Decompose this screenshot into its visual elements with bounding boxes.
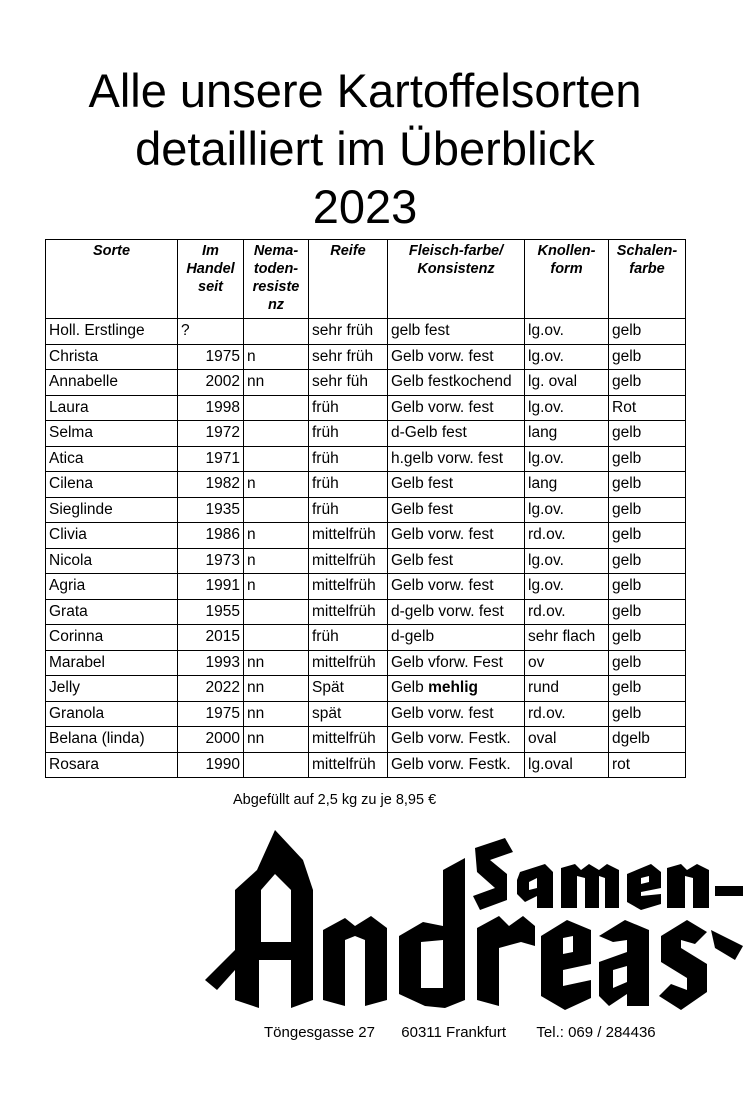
cell-reife-text: mittelfrüh <box>312 755 376 773</box>
cell-fleisch-text: Gelb vorw. fest <box>391 398 494 416</box>
cell-nematoden <box>244 472 309 498</box>
cell-knollenform <box>525 752 609 778</box>
title-line-3: 2023 <box>312 180 418 233</box>
cell-sorte <box>46 497 178 523</box>
cell-schalenfarbe-text: gelb <box>612 347 642 365</box>
cell-knollenform-text: oval <box>528 730 557 748</box>
cell-fleisch-bold-text: mehlig <box>428 679 479 697</box>
cell-fleisch-text: gelb fest <box>391 322 450 340</box>
cell-reife <box>309 421 388 447</box>
table-row <box>46 752 686 778</box>
cell-fleisch-text: h.gelb vorw. fest <box>391 449 504 467</box>
cell-handel-seit <box>178 395 244 421</box>
cell-sorte <box>46 650 178 676</box>
cell-fleisch-text: Gelb vorw. fest <box>391 577 494 595</box>
cell-handel-seit <box>178 421 244 447</box>
cell-reife <box>309 319 388 345</box>
samen-andreas-logo <box>195 830 745 1015</box>
price-note: Abgefüllt auf 2,5 kg zu je 8,95 € <box>233 792 437 808</box>
cell-fleisch-text: Gelb vorw. Festk. <box>391 755 511 773</box>
cell-knollenform <box>525 599 609 625</box>
cell-fleisch-text: Gelb festkochend <box>391 373 512 391</box>
cell-fleisch <box>388 472 525 498</box>
cell-reife <box>309 370 388 396</box>
cell-nematoden-text: n <box>247 577 256 595</box>
cell-reife-text: früh <box>312 424 339 442</box>
cell-knollenform <box>525 395 609 421</box>
cell-sorte-text: Nicola <box>49 551 93 569</box>
table-row <box>46 472 686 498</box>
cell-reife-text: mittelfrüh <box>312 653 376 671</box>
cell-sorte <box>46 446 178 472</box>
cell-knollenform <box>525 727 609 753</box>
logo-graphic <box>195 830 745 1015</box>
potato-varieties-table <box>45 239 686 778</box>
cell-knollenform-text: lg.ov. <box>528 322 564 340</box>
cell-nematoden-text: n <box>247 526 256 544</box>
cell-nematoden <box>244 370 309 396</box>
cell-schalenfarbe <box>609 548 686 574</box>
cell-handel-seit <box>178 370 244 396</box>
footer-city: 60311 Frankfurt <box>401 1024 507 1041</box>
cell-fleisch-text: Gelb fest <box>391 551 454 569</box>
cell-schalenfarbe <box>609 574 686 600</box>
header-knollen: Knollen-form <box>525 240 609 319</box>
cell-nematoden <box>244 344 309 370</box>
cell-nematoden <box>244 395 309 421</box>
cell-sorte <box>46 574 178 600</box>
cell-knollenform-text: lg.ov. <box>528 449 564 467</box>
cell-handel-seit-text: 1935 <box>205 500 240 518</box>
cell-handel-seit <box>178 319 244 345</box>
cell-handel-seit-text: 1973 <box>205 551 240 569</box>
table-row <box>46 650 686 676</box>
cell-reife <box>309 752 388 778</box>
header-fleisch: Fleisch-farbe/ Konsistenz <box>388 240 525 319</box>
cell-handel-seit <box>178 574 244 600</box>
cell-schalenfarbe <box>609 701 686 727</box>
cell-knollenform-text: lg.oval <box>528 755 573 773</box>
cell-nematoden-text: nn <box>247 730 265 748</box>
cell-knollenform-text: rund <box>528 679 560 697</box>
cell-sorte-text: Christa <box>49 347 99 365</box>
cell-handel-seit-text: 1998 <box>205 398 240 416</box>
cell-sorte <box>46 421 178 447</box>
cell-fleisch <box>388 599 525 625</box>
cell-sorte-text: Rosara <box>49 755 99 773</box>
cell-sorte-text: Atica <box>49 449 84 467</box>
cell-schalenfarbe <box>609 472 686 498</box>
cell-fleisch <box>388 395 525 421</box>
cell-reife-text: früh <box>312 449 339 467</box>
cell-sorte <box>46 395 178 421</box>
table-row <box>46 395 686 421</box>
cell-fleisch <box>388 523 525 549</box>
cell-schalenfarbe <box>609 370 686 396</box>
cell-sorte-text: Clivia <box>49 526 87 544</box>
cell-handel-seit <box>178 701 244 727</box>
cell-knollenform <box>525 421 609 447</box>
cell-knollenform-text: lg.ov. <box>528 347 564 365</box>
cell-reife-text: früh <box>312 628 339 646</box>
cell-handel-seit-text: 1975 <box>205 704 240 722</box>
table-row <box>46 446 686 472</box>
cell-knollenform-text: lg.ov. <box>528 551 564 569</box>
cell-nematoden <box>244 701 309 727</box>
cell-knollenform <box>525 472 609 498</box>
cell-knollenform-text: lg.ov. <box>528 398 564 416</box>
cell-handel-seit <box>178 752 244 778</box>
cell-schalenfarbe <box>609 497 686 523</box>
cell-nematoden <box>244 650 309 676</box>
page-title <box>0 62 730 236</box>
cell-schalenfarbe-text: gelb <box>612 500 642 518</box>
cell-knollenform <box>525 446 609 472</box>
cell-sorte-text: Selma <box>49 424 93 442</box>
cell-knollenform-text: rd.ov. <box>528 704 566 722</box>
cell-reife <box>309 650 388 676</box>
cell-sorte <box>46 727 178 753</box>
cell-reife-text: Spät <box>312 679 344 697</box>
cell-nematoden <box>244 574 309 600</box>
cell-handel-seit-text: 2002 <box>205 373 240 391</box>
cell-fleisch-text: Gelb vorw. Festk. <box>391 730 511 748</box>
cell-handel-seit-text: 2015 <box>205 628 240 646</box>
cell-schalenfarbe-text: gelb <box>612 526 642 544</box>
cell-sorte-text: Laura <box>49 398 89 416</box>
cell-sorte-text: Granola <box>49 704 105 722</box>
cell-knollenform-text: sehr flach <box>528 628 596 646</box>
cell-knollenform-text: lg.ov. <box>528 577 564 595</box>
cell-handel-seit-text: 1972 <box>205 424 240 442</box>
footer-phone: Tel.: 069 / 284436 <box>536 1024 656 1041</box>
cell-knollenform-text: ov <box>528 653 545 671</box>
cell-schalenfarbe <box>609 446 686 472</box>
cell-schalenfarbe-text: gelb <box>612 679 642 697</box>
cell-fleisch <box>388 421 525 447</box>
cell-sorte <box>46 523 178 549</box>
cell-fleisch <box>388 497 525 523</box>
cell-sorte-text: Holl. Erstlinge <box>49 322 145 340</box>
cell-knollenform <box>525 497 609 523</box>
cell-nematoden <box>244 446 309 472</box>
cell-sorte <box>46 319 178 345</box>
cell-nematoden <box>244 599 309 625</box>
cell-nematoden <box>244 421 309 447</box>
cell-nematoden <box>244 727 309 753</box>
cell-schalenfarbe-text: dgelb <box>612 730 650 748</box>
cell-schalenfarbe <box>609 344 686 370</box>
cell-reife-text: mittelfrüh <box>312 577 376 595</box>
cell-sorte <box>46 599 178 625</box>
cell-handel-seit-text: 1990 <box>205 755 240 773</box>
cell-handel-seit-text: 2022 <box>205 679 240 697</box>
cell-knollenform-text: lang <box>528 424 558 442</box>
cell-knollenform-text: lg.ov. <box>528 500 564 518</box>
cell-reife-text: sehr füh <box>312 373 369 391</box>
table-row <box>46 548 686 574</box>
cell-nematoden-text: n <box>247 475 256 493</box>
cell-knollenform-text: lg. oval <box>528 373 578 391</box>
cell-sorte-text: Agria <box>49 577 86 595</box>
table-row <box>46 701 686 727</box>
cell-handel-seit <box>178 727 244 753</box>
cell-reife <box>309 625 388 651</box>
cell-schalenfarbe-text: gelb <box>612 704 642 722</box>
header-nema: Nema-toden-resiste nz <box>244 240 309 319</box>
cell-nematoden <box>244 676 309 702</box>
cell-schalenfarbe <box>609 523 686 549</box>
cell-handel-seit-text: 1955 <box>205 602 240 620</box>
cell-schalenfarbe <box>609 752 686 778</box>
cell-schalenfarbe <box>609 650 686 676</box>
cell-knollenform <box>525 548 609 574</box>
cell-nematoden <box>244 752 309 778</box>
cell-handel-seit-text: 1991 <box>205 577 240 595</box>
table-row <box>46 523 686 549</box>
cell-handel-seit-text: 1975 <box>205 347 240 365</box>
cell-fleisch-text: Gelb fest <box>391 475 454 493</box>
cell-fleisch <box>388 676 525 702</box>
cell-sorte <box>46 472 178 498</box>
cell-reife-text: mittelfrüh <box>312 551 376 569</box>
cell-sorte-text: Belana (linda) <box>49 730 145 748</box>
footer-address: Töngesgasse 27 <box>264 1024 375 1041</box>
cell-schalenfarbe <box>609 421 686 447</box>
title-line-2: detailliert im Überblick <box>135 122 595 175</box>
cell-fleisch <box>388 752 525 778</box>
cell-knollenform <box>525 370 609 396</box>
table-row <box>46 625 686 651</box>
table-row <box>46 344 686 370</box>
cell-handel-seit-text: 1982 <box>205 475 240 493</box>
cell-nematoden-text: nn <box>247 704 265 722</box>
cell-fleisch-text: Gelb vforw. Fest <box>391 653 503 671</box>
cell-schalenfarbe-text: gelb <box>612 449 642 467</box>
cell-fleisch <box>388 650 525 676</box>
cell-fleisch <box>388 370 525 396</box>
cell-knollenform <box>525 344 609 370</box>
cell-handel-seit <box>178 523 244 549</box>
cell-sorte <box>46 752 178 778</box>
footer-contact <box>264 1024 656 1041</box>
cell-knollenform <box>525 625 609 651</box>
cell-knollenform-text: rd.ov. <box>528 526 566 544</box>
cell-sorte <box>46 344 178 370</box>
cell-fleisch <box>388 625 525 651</box>
cell-handel-seit-text: 2000 <box>205 730 240 748</box>
cell-fleisch <box>388 574 525 600</box>
cell-schalenfarbe-text: gelb <box>612 475 642 493</box>
table-row <box>46 727 686 753</box>
cell-reife-text: sehr früh <box>312 322 374 340</box>
cell-knollenform <box>525 523 609 549</box>
cell-nematoden-text: nn <box>247 653 265 671</box>
cell-reife <box>309 395 388 421</box>
cell-knollenform <box>525 676 609 702</box>
cell-fleisch-text: d-Gelb fest <box>391 424 467 442</box>
cell-reife-text: früh <box>312 475 339 493</box>
cell-handel-seit <box>178 625 244 651</box>
cell-nematoden-text: n <box>247 347 256 365</box>
cell-schalenfarbe-text: gelb <box>612 628 642 646</box>
cell-knollenform-text: rd.ov. <box>528 602 566 620</box>
cell-reife-text: sehr früh <box>312 347 374 365</box>
header-handel: Im Handel seit <box>178 240 244 319</box>
cell-sorte <box>46 625 178 651</box>
header-sorte: Sorte <box>46 240 178 319</box>
cell-handel-seit <box>178 472 244 498</box>
cell-fleisch-text: Gelb vorw. fest <box>391 347 494 365</box>
cell-schalenfarbe <box>609 319 686 345</box>
cell-reife-text: spät <box>312 704 342 722</box>
cell-fleisch <box>388 548 525 574</box>
table-row <box>46 421 686 447</box>
cell-fleisch-text: Gelb fest <box>391 500 454 518</box>
cell-nematoden <box>244 625 309 651</box>
cell-fleisch-text: Gelb vorw. fest <box>391 526 494 544</box>
table-header-row <box>46 240 686 319</box>
cell-schalenfarbe-text: gelb <box>612 602 642 620</box>
cell-reife <box>309 574 388 600</box>
cell-schalenfarbe-text: gelb <box>612 322 642 340</box>
cell-sorte <box>46 701 178 727</box>
cell-reife <box>309 599 388 625</box>
cell-sorte <box>46 676 178 702</box>
cell-fleisch-text: Gelb <box>391 679 424 697</box>
cell-handel-seit <box>178 676 244 702</box>
cell-reife-text: früh <box>312 500 339 518</box>
table-row <box>46 319 686 345</box>
cell-schalenfarbe <box>609 395 686 421</box>
cell-nematoden-text: nn <box>247 679 265 697</box>
cell-handel-seit-text: 1971 <box>205 449 240 467</box>
cell-knollenform <box>525 574 609 600</box>
cell-schalenfarbe-text: gelb <box>612 373 642 391</box>
cell-schalenfarbe-text: gelb <box>612 551 642 569</box>
cell-fleisch-text: d-gelb vorw. fest <box>391 602 504 620</box>
cell-handel-seit-text: ? <box>181 322 190 340</box>
cell-reife <box>309 497 388 523</box>
cell-reife <box>309 727 388 753</box>
cell-fleisch <box>388 446 525 472</box>
cell-handel-seit <box>178 446 244 472</box>
cell-sorte-text: Grata <box>49 602 88 620</box>
cell-reife-text: mittelfrüh <box>312 602 376 620</box>
cell-fleisch-text: Gelb vorw. fest <box>391 704 494 722</box>
cell-sorte-text: Jelly <box>49 679 81 697</box>
cell-nematoden-text: n <box>247 551 256 569</box>
cell-fleisch <box>388 319 525 345</box>
cell-sorte-text: Annabelle <box>49 373 118 391</box>
cell-sorte <box>46 548 178 574</box>
title-line-1: Alle unsere Kartoffelsorten <box>88 64 642 117</box>
cell-schalenfarbe <box>609 727 686 753</box>
cell-reife <box>309 472 388 498</box>
cell-knollenform <box>525 650 609 676</box>
cell-handel-seit <box>178 344 244 370</box>
cell-nematoden-text: nn <box>247 373 265 391</box>
cell-fleisch <box>388 701 525 727</box>
cell-handel-seit <box>178 650 244 676</box>
cell-knollenform <box>525 319 609 345</box>
cell-handel-seit <box>178 497 244 523</box>
cell-schalenfarbe <box>609 676 686 702</box>
cell-nematoden <box>244 497 309 523</box>
cell-nematoden <box>244 548 309 574</box>
cell-nematoden <box>244 319 309 345</box>
cell-sorte-text: Corinna <box>49 628 104 646</box>
cell-reife <box>309 701 388 727</box>
cell-handel-seit <box>178 599 244 625</box>
cell-knollenform <box>525 701 609 727</box>
cell-knollenform-text: lang <box>528 475 558 493</box>
cell-handel-seit-text: 1993 <box>205 653 240 671</box>
cell-reife <box>309 523 388 549</box>
header-schalen: Schalen-farbe <box>609 240 686 319</box>
cell-reife-text: früh <box>312 398 339 416</box>
cell-schalenfarbe-text: rot <box>612 755 631 773</box>
table-row <box>46 497 686 523</box>
cell-fleisch <box>388 727 525 753</box>
cell-sorte-text: Cilena <box>49 475 93 493</box>
cell-handel-seit <box>178 548 244 574</box>
table-body <box>46 319 686 778</box>
cell-schalenfarbe-text: gelb <box>612 577 642 595</box>
table-row <box>46 676 686 702</box>
cell-fleisch <box>388 344 525 370</box>
cell-sorte <box>46 370 178 396</box>
table-row <box>46 599 686 625</box>
cell-schalenfarbe <box>609 599 686 625</box>
table-row <box>46 574 686 600</box>
cell-reife <box>309 344 388 370</box>
cell-nematoden <box>244 523 309 549</box>
cell-schalenfarbe-text: gelb <box>612 424 642 442</box>
cell-reife <box>309 676 388 702</box>
cell-fleisch-text: d-gelb <box>391 628 435 646</box>
cell-reife-text: mittelfrüh <box>312 526 376 544</box>
cell-reife-text: mittelfrüh <box>312 730 376 748</box>
cell-sorte-text: Sieglinde <box>49 500 113 518</box>
cell-schalenfarbe-text: gelb <box>612 653 642 671</box>
cell-sorte-text: Marabel <box>49 653 105 671</box>
cell-reife <box>309 548 388 574</box>
cell-reife <box>309 446 388 472</box>
table-row <box>46 370 686 396</box>
header-reife: Reife <box>309 240 388 319</box>
cell-handel-seit-text: 1986 <box>205 526 240 544</box>
cell-schalenfarbe-text: Rot <box>612 398 637 416</box>
cell-schalenfarbe <box>609 625 686 651</box>
